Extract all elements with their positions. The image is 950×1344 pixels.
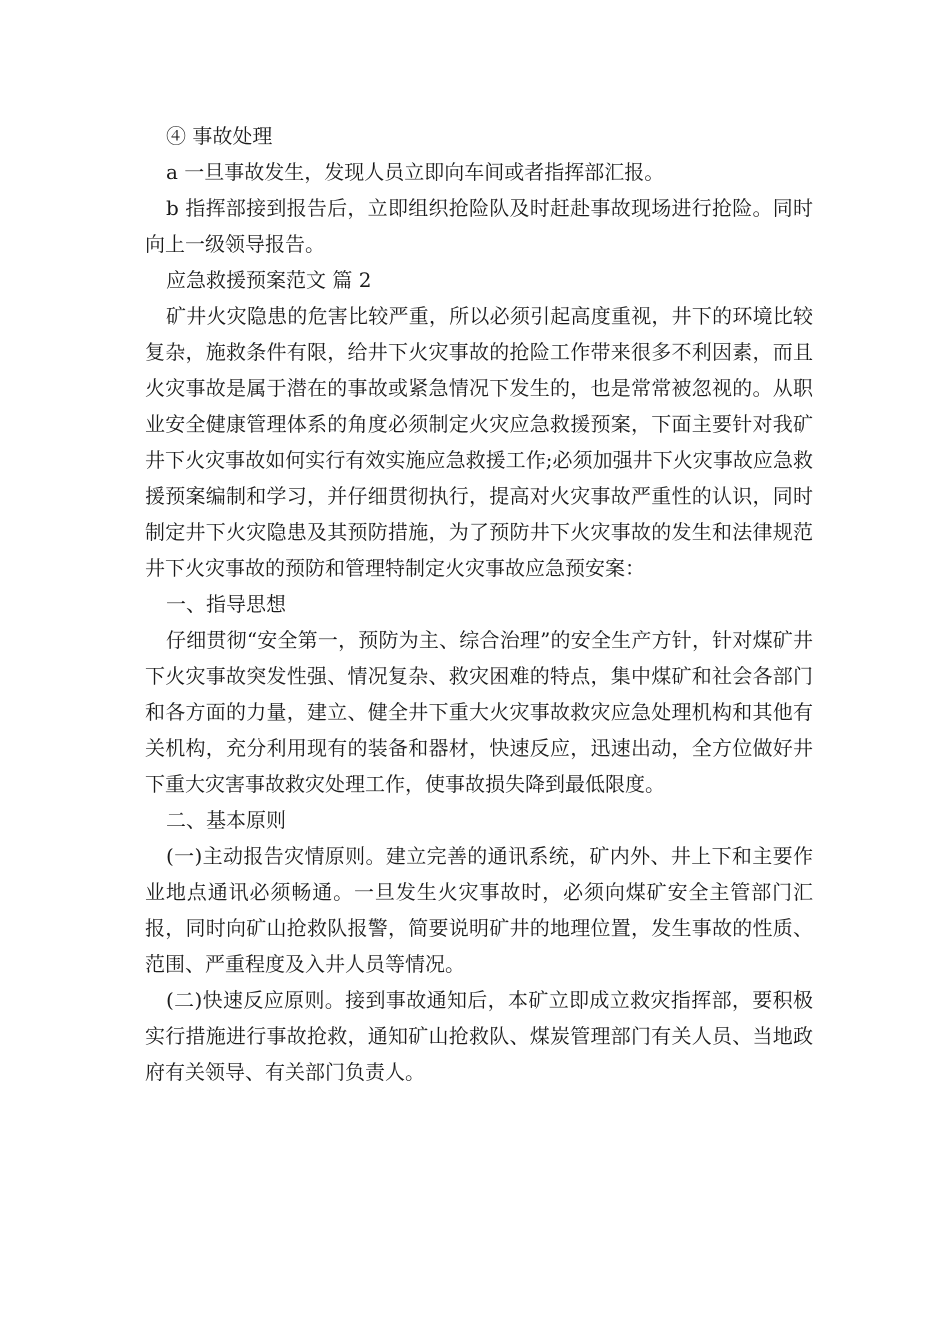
section-heading-guiding-ideology: 一、指导思想 — [166, 592, 286, 616]
paragraph-command-response: b 指挥部接到报告后，立即组织抢险队及时赶赴事故现场进行抢险。同时向上一级领导报告。 — [145, 196, 813, 256]
document-body — [145, 118, 813, 1090]
paragraph-report-on-discovery: a 一旦事故发生，发现人员立即向车间或者指挥部汇报。 — [166, 160, 665, 184]
section-heading-plan-2: 应急救援预案范文 篇 2 — [166, 268, 372, 292]
paragraph-guiding-ideology: 仔细贯彻“安全第一，预防为主、综合治理”的安全生产方针，针对煤矿井下火灾事故突发性强、情况复杂、救灾困难的特点，集中煤矿和社会各部门和各方面的力量，建立、健全井下重大火灾事故救灾应急处理机构和其他有关机构，充分利用现有的装备和器材，快速反应，迅速出动，全方位做好井下重大灾害事故救灾处理工作，使事故损失降到最低限度。 — [145, 628, 813, 796]
section-heading-basic-principles: 二、基本原则 — [166, 808, 286, 832]
paragraph-mine-fire-intro: 矿井火灾隐患的危害比较严重，所以必须引起高度重视，井下的环境比较复杂，施救条件有限，给井下火灾事故的抢险工作带来很多不利因素，而且火灾事故是属于潜在的事故或紧急情况下发生的，也是常常被忽视的。从职业安全健康管理体系的角度必须制定火灾应急救援预案，下面主要针对我矿井下火灾事故如何实行有效实施应急救援工作;必须加强井下火灾事故应急救援预案编制和学习，并仔细贯彻执行，提高对火灾事故严重性的认识，同时制定井下火灾隐患及其预防措施，为了预防井下火灾事故的发生和法律规范井下火灾事故的预防和管理特制定火灾事故应急预安案： — [145, 304, 813, 580]
paragraph-principle-fast-response: (二)快速反应原则。接到事故通知后，本矿立即成立救灾指挥部，要积极实行措施进行事故抢救，通知矿山抢救队、煤炭管理部门有关人员、当地政府有关领导、有关部门负责人。 — [145, 988, 813, 1084]
paragraph-principle-report: (一)主动报告灾情原则。建立完善的通讯系统，矿内外、井上下和主要作业地点通讯必须畅通。一旦发生火灾事故时，必须向煤矿安全主管部门汇报，同时向矿山抢救队报警，简要说明矿井的地理位置，发生事故的性质、范围、严重程度及入井人员等情况。 — [145, 844, 813, 976]
section-heading-accident-handling: ④ 事故处理 — [166, 124, 273, 148]
